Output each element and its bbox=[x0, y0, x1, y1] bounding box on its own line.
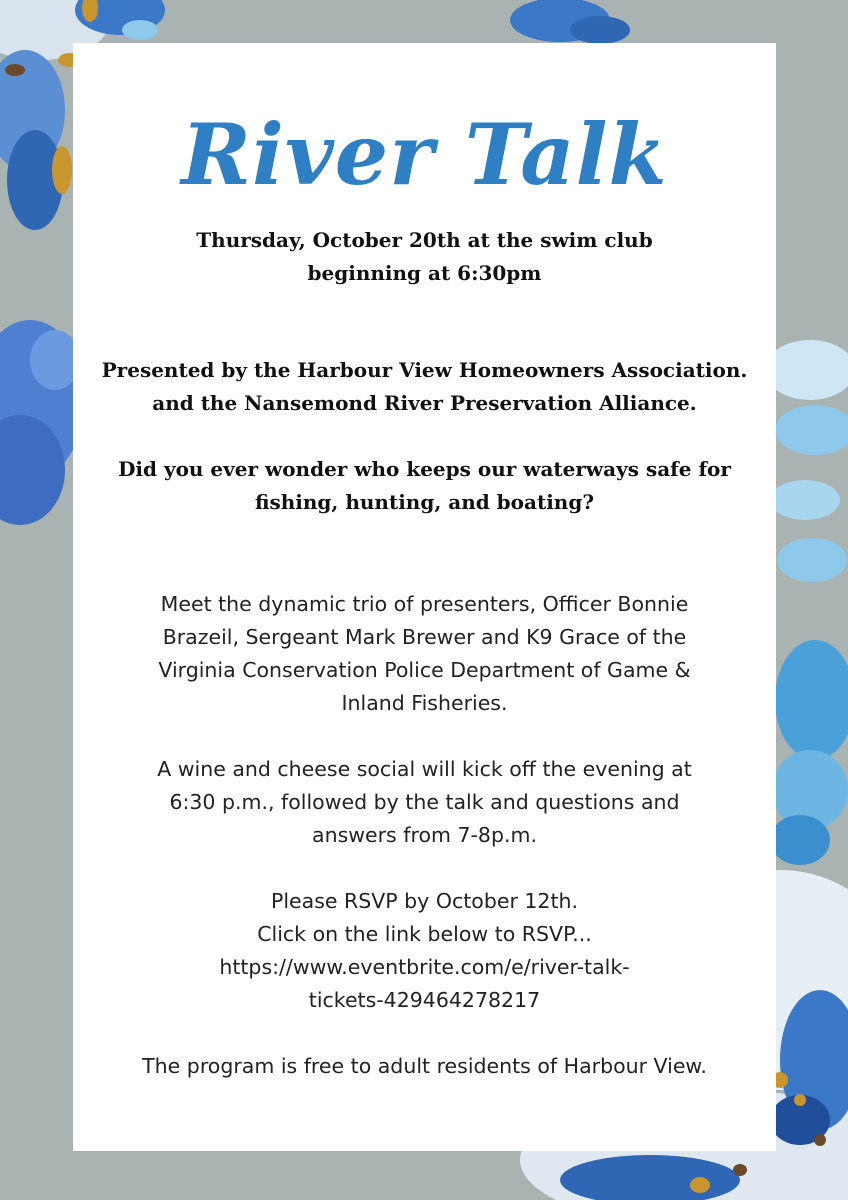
presenters-line-2: Brazeil, Sergeant Mark Brewer and K9 Grace of the bbox=[162, 625, 687, 649]
event-details bbox=[93, 224, 756, 290]
rsvp-link-line-1[interactable]: https://www.eventbrite.com/e/river-talk- bbox=[219, 955, 630, 979]
presenters-paragraph bbox=[93, 588, 756, 720]
presented-by bbox=[93, 354, 756, 420]
question-line-2: fishing, hunting, and boating? bbox=[254, 490, 595, 514]
presented-line-1: Presented by the Harbour View Homeowners Association. bbox=[101, 358, 748, 382]
rsvp-link-line-2[interactable]: tickets-429464278217 bbox=[308, 988, 541, 1012]
rsvp-instruction: Click on the link below to RSVP... bbox=[257, 922, 592, 946]
question-text bbox=[93, 453, 756, 519]
rsvp-paragraph bbox=[93, 885, 756, 1017]
question-line-1: Did you ever wonder who keeps our waterways safe for bbox=[118, 457, 731, 481]
event-time-line: beginning at 6:30pm bbox=[307, 261, 542, 285]
flyer-card bbox=[73, 43, 776, 1151]
rsvp-deadline: Please RSVP by October 12th. bbox=[270, 889, 579, 913]
presenters-line-4: Inland Fisheries. bbox=[341, 691, 508, 715]
social-line-1: A wine and cheese social will kick off the evening at bbox=[157, 757, 692, 781]
page-title: River Talk bbox=[181, 105, 668, 204]
footer-line: The program is free to adult residents of Harbour View. bbox=[142, 1054, 707, 1078]
presenters-line-3: Virginia Conservation Police Department of Game & bbox=[158, 658, 691, 682]
social-paragraph bbox=[93, 753, 756, 852]
footer-note bbox=[93, 1050, 756, 1083]
social-line-3: answers from 7-8p.m. bbox=[312, 823, 537, 847]
event-date-line: Thursday, October 20th at the swim club bbox=[196, 228, 653, 252]
flower-top-right bbox=[510, 0, 630, 44]
presenters-line-1: Meet the dynamic trio of presenters, Officer Bonnie bbox=[160, 592, 689, 616]
social-line-2: 6:30 p.m., followed by the talk and questions and bbox=[169, 790, 680, 814]
leaves-right bbox=[765, 340, 848, 865]
presented-line-2: and the Nansemond River Preservation Alliance. bbox=[152, 391, 697, 415]
